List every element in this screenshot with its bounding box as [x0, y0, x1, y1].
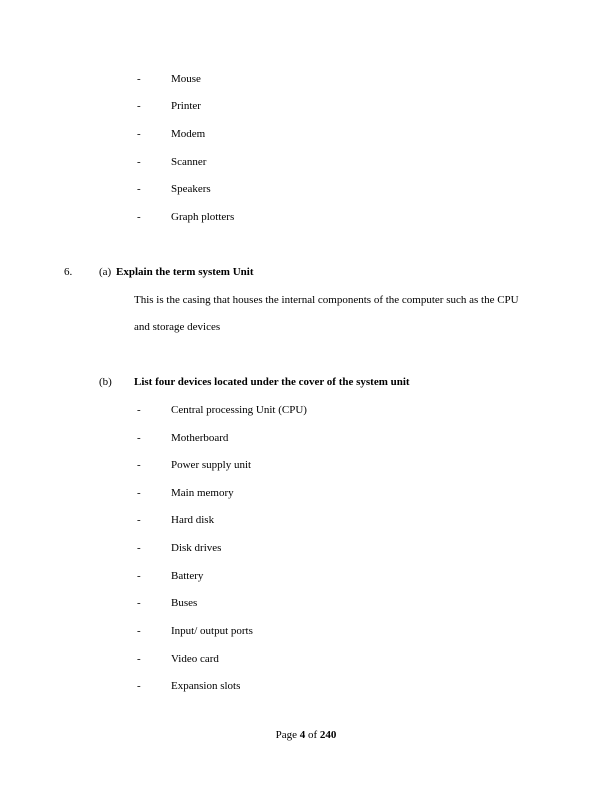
footer-page-word: Page: [275, 729, 297, 741]
list-bullet: -: [137, 211, 141, 223]
list-item: Printer: [171, 100, 201, 112]
list-item: Motherboard: [171, 432, 229, 444]
list-item: Battery: [171, 570, 204, 582]
question-number: 6.: [64, 266, 73, 278]
list-item: Mouse: [171, 73, 201, 85]
list-bullet: -: [137, 459, 141, 471]
list-item: Video card: [171, 653, 219, 665]
part-a-label: (a): [99, 266, 112, 278]
list-item: Modem: [171, 128, 206, 140]
list-item: Input/ output ports: [171, 625, 253, 637]
footer-of-word: of: [307, 729, 318, 741]
list-bullet: -: [137, 653, 141, 665]
list-item: Buses: [171, 597, 198, 609]
list-bullet: -: [137, 542, 141, 554]
list-item: Disk drives: [171, 542, 222, 554]
footer-current-page: 4: [299, 729, 306, 741]
footer-total-pages: 240: [319, 729, 337, 741]
list-item: Expansion slots: [171, 680, 241, 692]
list-item: Scanner: [171, 156, 207, 168]
list-bullet: -: [137, 487, 141, 499]
part-a-heading: Explain the term system Unit: [116, 266, 254, 278]
list-item: Central processing Unit (CPU): [171, 404, 307, 416]
list-bullet: -: [137, 183, 141, 195]
list-bullet: -: [137, 128, 141, 140]
list-bullet: -: [137, 597, 141, 609]
list-bullet: -: [137, 570, 141, 582]
page-footer: [0, 729, 612, 742]
part-b-label: (b): [99, 376, 112, 388]
part-b-heading: List four devices located under the cover of the system unit: [134, 376, 410, 388]
list-bullet: -: [137, 73, 141, 85]
list-bullet: -: [137, 680, 141, 692]
list-item: Graph plotters: [171, 211, 235, 223]
list-bullet: -: [137, 100, 141, 112]
part-a-answer-line: This is the casing that houses the internal components of the computer such as the CPU: [134, 294, 519, 306]
list-bullet: -: [137, 625, 141, 637]
list-bullet: -: [137, 432, 141, 444]
list-bullet: -: [137, 514, 141, 526]
list-bullet: -: [137, 156, 141, 168]
list-bullet: -: [137, 404, 141, 416]
list-item: Main memory: [171, 487, 234, 499]
list-item: Speakers: [171, 183, 211, 195]
part-a-answer-line: and storage devices: [134, 321, 221, 333]
list-item: Power supply unit: [171, 459, 252, 471]
list-item: Hard disk: [171, 514, 215, 526]
